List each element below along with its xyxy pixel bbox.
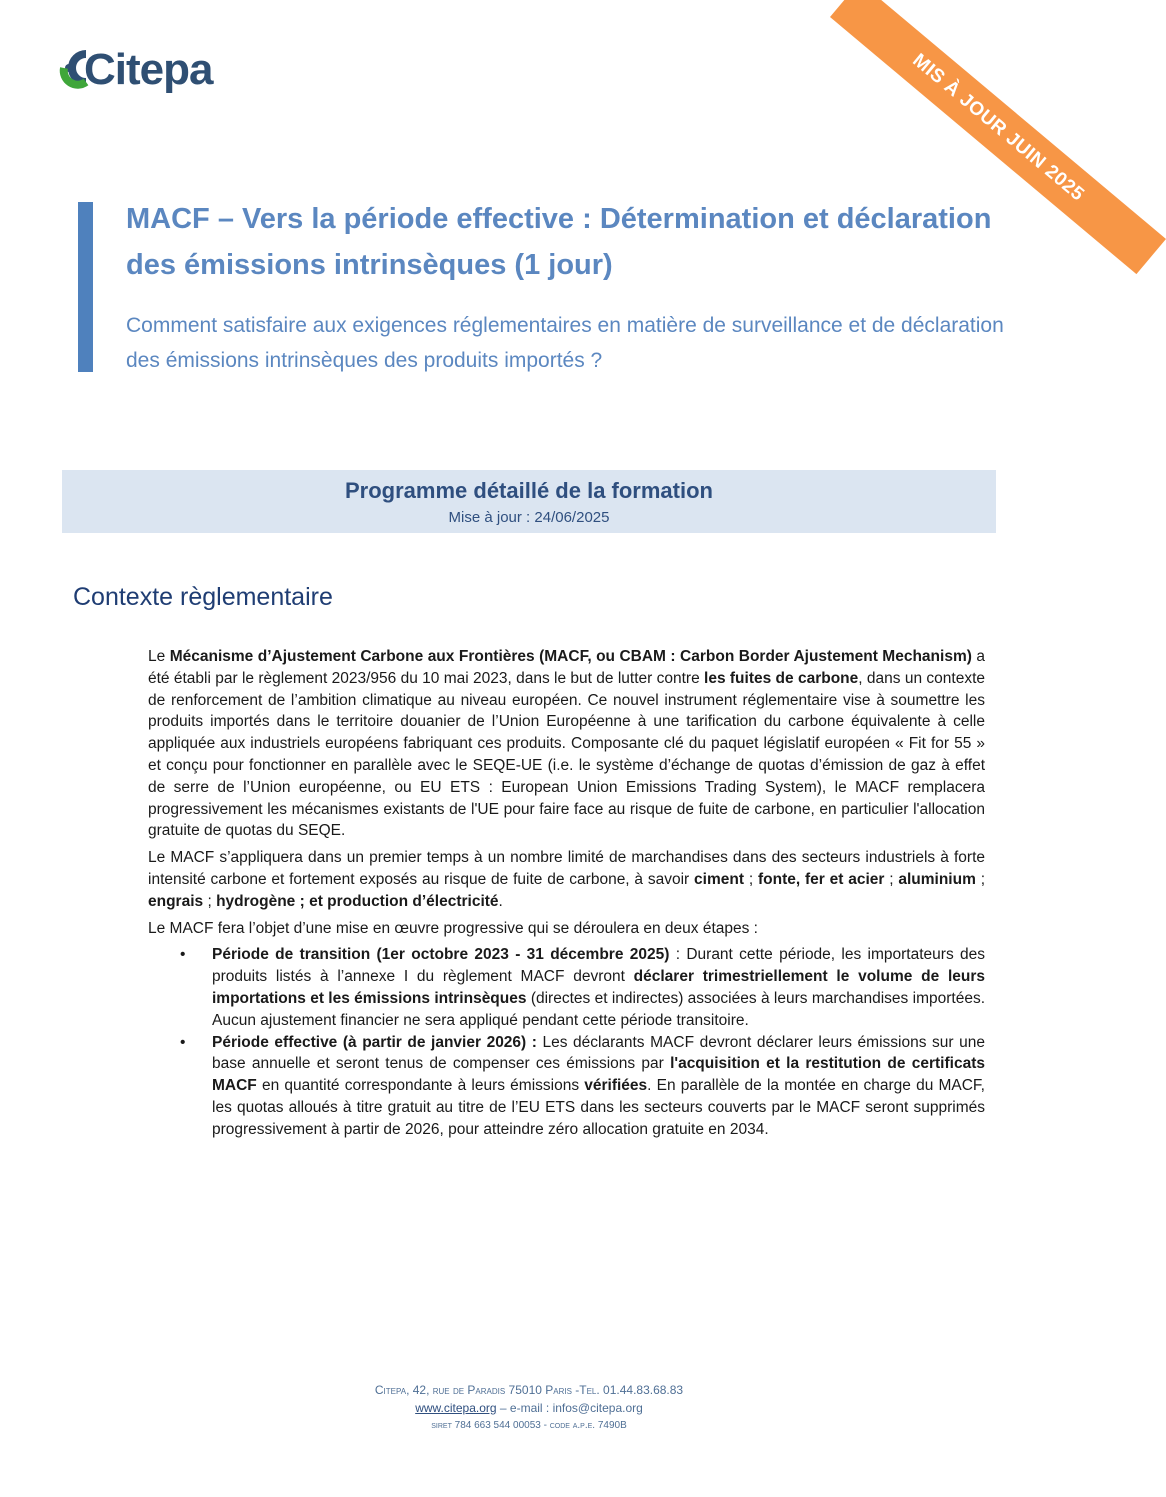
- list-item: [148, 1032, 985, 1141]
- paragraph-1: [148, 646, 985, 842]
- paragraph-3: Le MACF fera l’objet d’une mise en œuvre progressive qui se déroulera en deux étapes :: [148, 919, 758, 937]
- text-run-bold: Mécanisme d’Ajustement Carbone aux Frontières (MACF, ou CBAM : Carbon Border Ajustement Mechanism): [169, 648, 972, 665]
- text-run: . En parallèle de la montée en charge du MACF, les quotas alloués à titre gratuit au titre de l’EU ETS dans les secteurs couverts par le MACF seront supprimés progressivement à partir de 2026, pour atteindre zéro allocation gratuite en 2034.: [212, 1077, 985, 1138]
- page-title: MACF – Vers la période effective : Détermination et déclaration des émissions intrinsèques (1 jour): [126, 203, 992, 281]
- text-run: (directes et indirectes) associées à leurs marchandises importées. Aucun ajustement financier ne sera appliqué pendant cette période transitoire.: [212, 989, 985, 1029]
- text-run: en quantité correspondante à leurs émissions: [256, 1077, 585, 1095]
- text-run: ;: [975, 870, 985, 888]
- footer-email: – e-mail : infos@citepa.org: [496, 1401, 643, 1415]
- website-link[interactable]: www.citepa.org: [415, 1401, 497, 1415]
- text-run-bold: ciment: [694, 870, 745, 888]
- text-run: .: [498, 892, 503, 910]
- text-run-bold: Période de transition (1er octobre 2023 - 31 décembre 2025): [212, 946, 670, 964]
- section-title: Contexte règlementaire: [73, 583, 333, 611]
- program-banner: [62, 470, 996, 533]
- page-subtitle: Comment satisfaire aux exigences réglementaires en matière de surveillance et de déclaration des émissions intrinsèques des produits importés ?: [126, 314, 1004, 372]
- text-run-bold: déclarer trimestriellement le volume de leurs importations et les émissions intrinsèques: [212, 968, 985, 1007]
- title-accent-bar: [78, 202, 93, 372]
- program-title: Programme détaillé de la formation: [345, 478, 713, 503]
- text-run: : Durant cette période, les importateurs des produits listés à l’annexe I du règlement MACF devront: [212, 946, 985, 986]
- text-run-bold: l'acquisition et la restitution de certificats MACF: [212, 1055, 985, 1095]
- list-item: [148, 944, 985, 1031]
- page-footer: [0, 1381, 1058, 1435]
- text-run: , dans un contexte de renforcement de l’ambition climatique au niveau européen. Ce nouvel instrument réglementaire vise à soumettre les produits importés dans le territoire douanier de l’Union Européenne à une tarification du carbone équivalente à celle appliquée aux industriels européens fabriquant ces produits. Composante clé du paquet législatif européen « Fit for 55 » et conçu pour fonctionner en parallèle avec le SEQE-UE (i.e. le système d’échange de quotas d’émission de gaz à effet de serre de l’Union européenne, ou EU ETS : European Union Emissions Trading System), le MACF remplacera progressivement les mécanismes existants de l'UE pour faire face au risque de fuite de carbone, en particulier l'allocation gratuite de quotas du SEQE.: [148, 669, 985, 840]
- program-update-date: Mise à jour : 24/06/2025: [448, 509, 610, 526]
- footer-address: Citepa, 42, rue de Paradis 75010 Paris -Tel. 01.44.83.68.83: [374, 1383, 684, 1397]
- text-run-bold: hydrogène ; et production d’électricité: [216, 892, 499, 910]
- citepa-logo: [60, 40, 220, 96]
- bullet-icon: •: [180, 1033, 186, 1051]
- text-run: a été établi par le règlement 2023/956 du 10 mai 2023, dans le but de lutter contre: [148, 648, 985, 687]
- text-run: Le: [148, 648, 170, 665]
- text-run-bold: vérifiées: [584, 1077, 648, 1095]
- footer-legal: siret 784 663 544 00053 - code a.p.e. 7490B: [431, 1420, 627, 1431]
- text-run: Le MACF s’appliquera dans un premier temps à un nombre limité de marchandises dans des secteurs industriels à forte intensité carbone et fortement exposés au risque de fuite de carbone, à savoir: [148, 849, 985, 888]
- text-run: ;: [744, 870, 758, 888]
- paragraph-2: [148, 847, 985, 912]
- text-run: Les déclarants MACF devront déclarer leurs émissions sur une base annuelle et seront tenus de compenser ces émissions par: [212, 1033, 985, 1073]
- logo-text: Citepa: [84, 45, 213, 94]
- text-run: ;: [884, 870, 899, 888]
- bullet-icon: •: [180, 946, 186, 964]
- text-run-bold: engrais: [148, 892, 204, 910]
- body-text: [148, 646, 985, 1141]
- text-run-bold: les fuites de carbone: [704, 669, 859, 687]
- text-run-bold: Période effective (à partir de janvier 2026) :: [212, 1033, 537, 1051]
- text-run-bold: aluminium: [898, 870, 976, 888]
- footer-contact: [0, 1399, 1058, 1417]
- text-run-bold: fonte, fer et acier: [757, 870, 885, 888]
- ribbon-text: MIS À JOUR JUIN 2025: [908, 49, 1089, 206]
- text-run: ;: [203, 892, 217, 910]
- phase-list: [148, 944, 985, 1140]
